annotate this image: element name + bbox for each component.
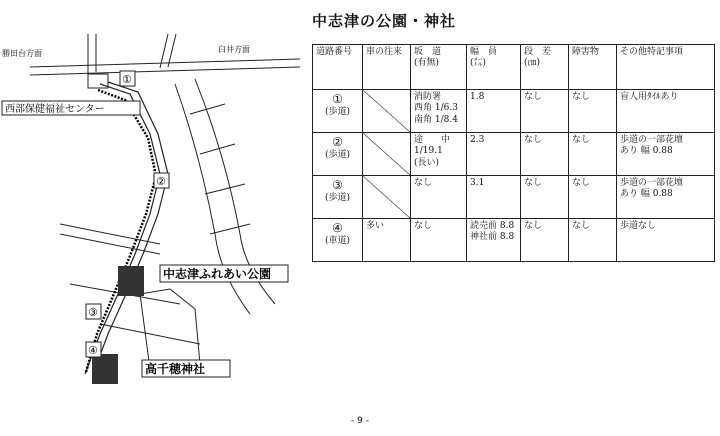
map-marker-1: ①: [122, 73, 132, 86]
cell-road: [313, 219, 363, 262]
road-number: ①: [332, 92, 343, 106]
cell-obstacle: なし: [569, 176, 617, 219]
cell-step: なし: [521, 219, 569, 262]
road-info-table: [312, 44, 715, 262]
table-header-row: [313, 45, 715, 90]
road-type: (車道): [324, 236, 351, 246]
header-width-text: 幅 員 (㍍): [470, 47, 498, 69]
cell-width: 3.1: [467, 176, 521, 219]
road-type: (歩道): [324, 150, 351, 160]
road-number: ②: [332, 135, 343, 149]
cell-width: 1.8: [467, 90, 521, 133]
header-width: [467, 45, 521, 90]
page-number: - 9 -: [351, 416, 369, 426]
cell-width: 2.3: [467, 133, 521, 176]
map-marker-2: ②: [156, 175, 166, 188]
header-road-number: 道路番号: [313, 45, 363, 90]
map-label-katsutadai: 勝田台方面: [2, 49, 42, 58]
cell-traffic: [363, 90, 411, 133]
header-step-text: 段 差 (㎝): [524, 47, 552, 69]
map-shrine-block: [92, 354, 118, 384]
header-slope-text: 坂 道 (有無): [414, 47, 442, 69]
header-step: [521, 45, 569, 90]
map-label-park: 中志津ふれあい公園: [163, 267, 272, 281]
cell-obstacle: なし: [569, 90, 617, 133]
map-road-east-cross: [190, 104, 250, 234]
road-number: ④: [332, 221, 343, 235]
cell-road: [313, 90, 363, 133]
table-row: [313, 176, 715, 219]
cell-obstacle: なし: [569, 219, 617, 262]
map-label-center: 西部保健福祉センター: [5, 104, 105, 115]
road-number: ③: [332, 178, 343, 192]
header-traffic: 車の往来: [363, 45, 411, 90]
map-label-shrine: 高千穂神社: [145, 362, 206, 376]
cell-slope: 消防署 西角 1/6.3 南角 1/8.4: [411, 90, 467, 133]
map-road-north: [30, 59, 300, 67]
road-type: (歩道): [324, 193, 351, 203]
header-notes: その他特記事項: [617, 45, 715, 90]
road-type: (歩道): [324, 107, 351, 117]
cell-notes: 盲人用ﾀｲﾙあり: [617, 90, 715, 133]
map-road-ne-edge: [168, 34, 176, 67]
cell-step: なし: [521, 133, 569, 176]
map-marker-4: ④: [88, 344, 98, 357]
map-label-usui: 臼井方面: [218, 45, 250, 54]
header-slope: [411, 45, 467, 90]
map-route-outline: [85, 84, 160, 374]
page-title: 中志津の公園・神社: [312, 12, 457, 30]
cell-road: [313, 133, 363, 176]
map-park-block: [118, 266, 144, 296]
table-row: [313, 133, 715, 176]
table-row: [313, 90, 715, 133]
cell-traffic: [363, 176, 411, 219]
cell-notes: 歩道の一部花壇 あり 幅 0.88: [617, 133, 715, 176]
table-row: [313, 219, 715, 262]
cell-notes: 歩道の一部花壇 あり 幅 0.88: [617, 176, 715, 219]
cell-traffic: 多い: [363, 219, 411, 262]
map-cross-road-1-edge: [60, 234, 160, 254]
cell-width: 読売前 8.8 神社前 8.8: [467, 219, 521, 262]
cell-obstacle: なし: [569, 133, 617, 176]
route-map: [0, 34, 300, 384]
cell-notes: 歩道なし: [617, 219, 715, 262]
cell-traffic: [363, 133, 411, 176]
map-marker-3: ③: [88, 306, 98, 319]
cell-slope: 途 中 1/19.1 (長い): [411, 133, 467, 176]
cell-step: なし: [521, 90, 569, 133]
cell-slope: なし: [411, 176, 467, 219]
cell-road: [313, 176, 363, 219]
header-obstacle: 障害物: [569, 45, 617, 90]
cell-step: なし: [521, 176, 569, 219]
cell-slope: なし: [411, 219, 467, 262]
map-block-south: [140, 289, 200, 369]
map-road-north-edge: [30, 67, 300, 75]
map-cross-road-3: [100, 324, 200, 344]
